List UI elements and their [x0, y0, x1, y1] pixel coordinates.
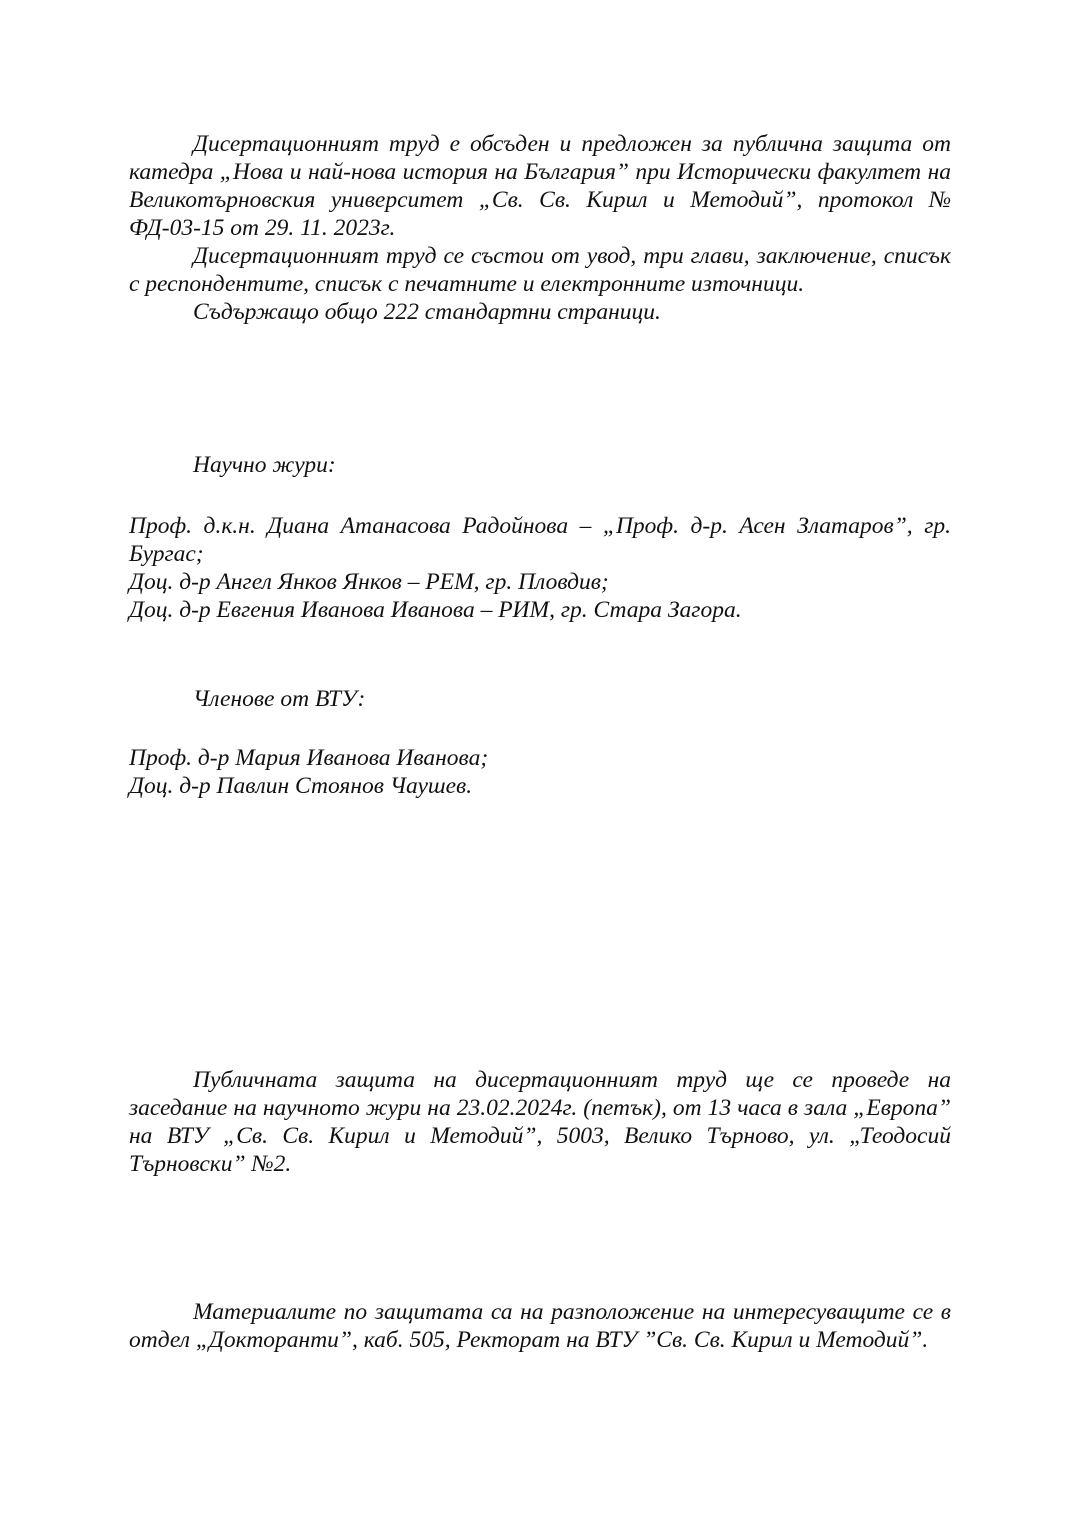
jury-heading: Научно жури:: [193, 452, 336, 478]
jury-member: Доц. д-р Ангел Янков Янков – РЕМ, гр. Пловдив;: [129, 569, 609, 595]
materials-paragraph: Материалите по защитата са на разположение на интересуващите се в отдел „Докторанти”, каб. 505, Ректорат на ВТУ ”Св. Св. Кирил и Методий”.: [129, 1299, 951, 1353]
materials-section: [129, 1298, 951, 1354]
jury-list: [129, 512, 951, 624]
dissertation-info-section: [129, 130, 951, 326]
public-defense-section: [129, 1066, 951, 1178]
discussion-paragraph: Дисертационният труд е обсъден и предложен за публична защита от катедра „Нова и най-нова история на България” при Исторически факултет на Великотърновския университет „Св. Св. Кирил и Методий”, протокол № ФД-03-15 от 29. 11. 2023г.: [129, 131, 951, 241]
jury-member: Проф. д.к.н. Диана Атанасова Радойнова – „Проф. д-р. Асен Златаров”, гр. Бургас;: [129, 513, 951, 567]
vtu-members-list: [129, 744, 951, 800]
vtu-members-heading: Членове от ВТУ:: [193, 686, 366, 712]
public-defense-paragraph: Публичната защита на дисертационният труд ще се проведе на заседание на научното жури на 23.02.2024г. (петък), от 13 часа в зала „Европа” на ВТУ „Св. Св. Кирил и Методий”, 5003, Велико Търново, ул. „Теодосий Търновски” №2.: [129, 1067, 951, 1177]
page-count-paragraph: Съдържащо общо 222 стандартни страници.: [193, 299, 661, 325]
structure-paragraph: Дисертационният труд се състои от увод, три глави, заключение, списък с респондентите, списък с печатните и електронните източници.: [129, 243, 951, 297]
jury-member: Доц. д-р Евгения Иванова Иванова – РИМ, гр. Стара Загора.: [129, 597, 742, 623]
vtu-member: Доц. д-р Павлин Стоянов Чаушев.: [129, 773, 473, 799]
vtu-heading-section: [129, 685, 951, 713]
jury-heading-section: [129, 451, 951, 479]
vtu-member: Проф. д-р Мария Иванова Иванова;: [129, 745, 489, 771]
